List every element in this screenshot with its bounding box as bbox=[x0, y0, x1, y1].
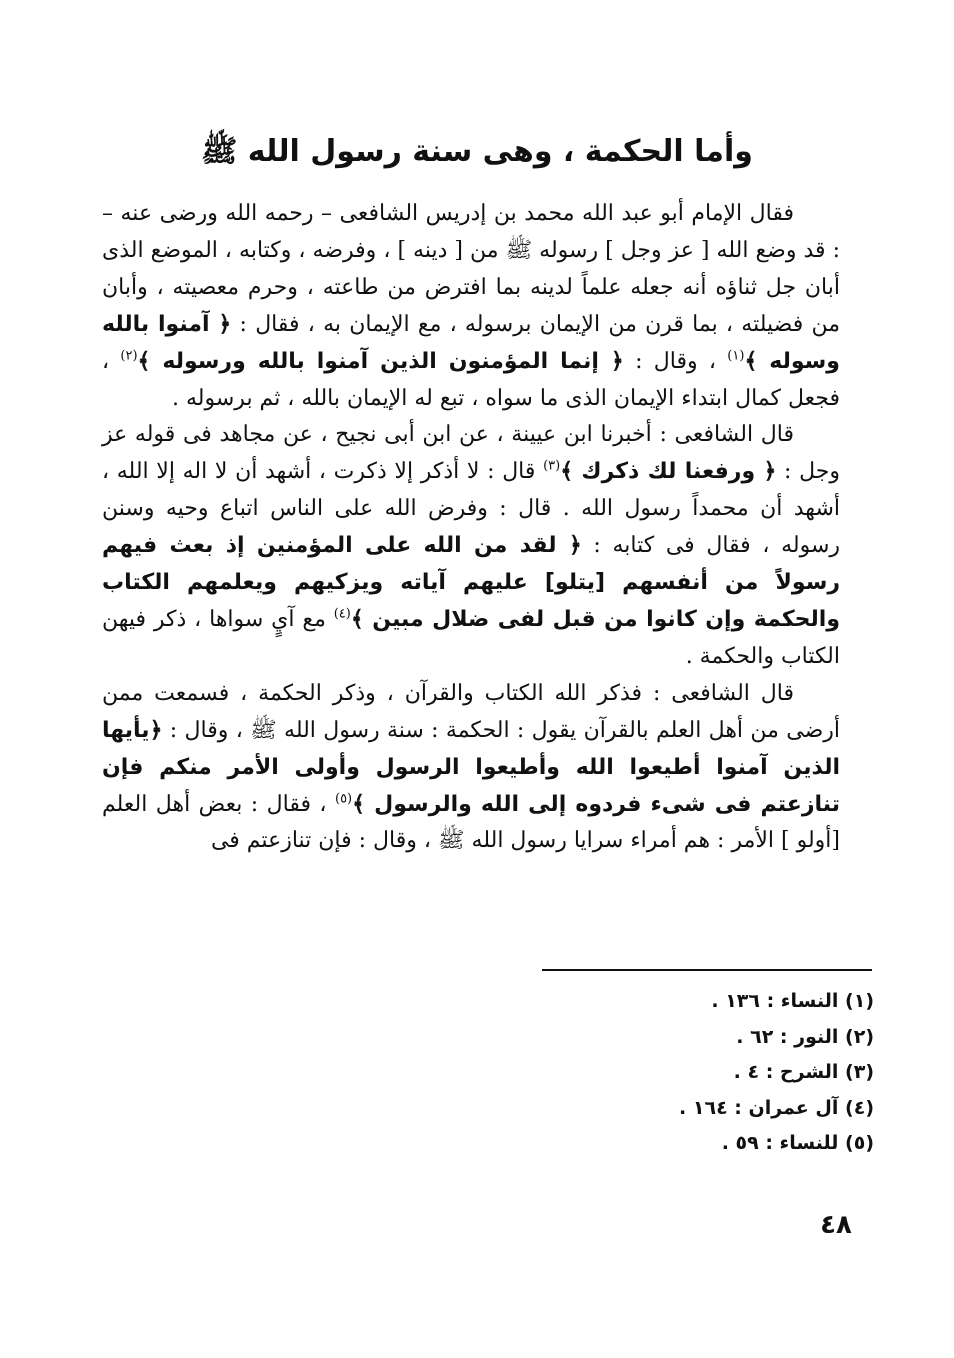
text-segment: ، فقال : بعض أهل العلم [أولو ] الأمر : هم أمراء سرايا رسول الله ﷺ ، وقال : فإن تنازعتم فى bbox=[102, 791, 840, 854]
quran-quote: ﴿يأيها الذين آمنوا أطيعوا الله وأطيعوا الرسول وأولى الأمر منكم فإن تنازعتم فى شىء فردوه إلى الله والرسول ﴾ bbox=[102, 717, 840, 817]
footnote-4: (٤) آل عمران : ١٦٤ . bbox=[679, 1096, 874, 1119]
footnote-5: (٥) للنساء : ٥٩ . bbox=[721, 1132, 874, 1155]
paragraph-2 bbox=[102, 417, 840, 675]
footnote-ref: (١) bbox=[727, 348, 745, 364]
footnote-ref: (٤) bbox=[333, 606, 351, 622]
footnote-3: (٣) الشرح : ٤ . bbox=[733, 1061, 874, 1084]
chapter-heading: وأما الحكمة ، وهى سنة رسول الله ﷺ bbox=[201, 134, 753, 169]
text-segment: ، فجعل كمال ابتداء الإيمان الذى ما سواه ، تبع له الإيمان بالله ، ثم برسوله . bbox=[102, 348, 840, 411]
text-segment: قال : لا أذكر إلا ذكرت ، أشهد أن لا اله إلا الله ، أشهد أن محمداً رسول الله . قال : وفرض الله على الناس اتباع وحيه وسنن رسوله ، فقال فى كتابه : bbox=[102, 459, 840, 559]
quran-quote: ﴿ لقد من الله على المؤمنين إذ بعث فيهم رسولاً من أنفسهم [يتلو] عليهم آياته ويزكيهم ويعلمهم الكتاب والحكمة وإن كانوا من قبل لفى ضلال مبين ﴾ bbox=[102, 533, 840, 632]
text-segment: قال الشافعى : فذكر الله الكتاب والقرآن ، وذكر الحكمة ، فسمعت ممن أرضى من أهل العلم بالقرآن يقول : الحكمة : سنة رسول الله ﷺ ، وقال : bbox=[102, 680, 840, 743]
paragraph-3 bbox=[102, 676, 840, 861]
footnote-2: (٢) النور : ٦٢ . bbox=[736, 1025, 874, 1048]
text-segment: مع آيٍ سواها ، ذكر فيهن الكتاب والحكمة . bbox=[102, 606, 840, 669]
page-number: ٤٨ bbox=[820, 1210, 852, 1240]
text-segment: فقال الإمام أبو عبد الله محمد بن إدريس الشافعى – رحمه الله ورضى عنه – : قد وضع الله [ عز وجل ] رسوله ﷺ من [ دينه ] ، وفرضه ، وكتابه ، الموضع الذى أبان جل ثناؤه أنه جعله علماً لدينه بما افترض من طاعته ، وحرم معصيته ، وأبان من فضيلته ، بما قرن من الإيمان برسوله ، مع الإيمان به ، فقال : bbox=[102, 201, 840, 337]
footnote-1: (١) النساء : ١٣٦ . bbox=[711, 990, 874, 1012]
body-text bbox=[102, 196, 840, 860]
text-segment: ، وقال : bbox=[623, 348, 728, 374]
quran-quote: ﴿ آمنوا بالله وسوله ﴾ bbox=[102, 311, 840, 374]
footnote-ref: (٥) bbox=[334, 791, 353, 807]
footnote-ref: (٢) bbox=[120, 348, 138, 364]
paragraph-1 bbox=[102, 196, 840, 417]
footnotes-list bbox=[454, 984, 874, 1162]
footnote-ref: (٣) bbox=[543, 459, 561, 475]
quran-quote: ﴿ ورفعنا لك ذكرك ﴾ bbox=[560, 459, 777, 485]
quran-quote: ﴿ إنما المؤمنون الذين آمنوا بالله ورسوله ﴾ bbox=[137, 348, 624, 374]
text-segment: قال الشافعى : أخبرنا ابن عيينة ، عن ابن أبى نجيح ، عن مجاهد فى قوله عز وجل : bbox=[102, 422, 840, 485]
footnote-divider bbox=[542, 969, 872, 971]
